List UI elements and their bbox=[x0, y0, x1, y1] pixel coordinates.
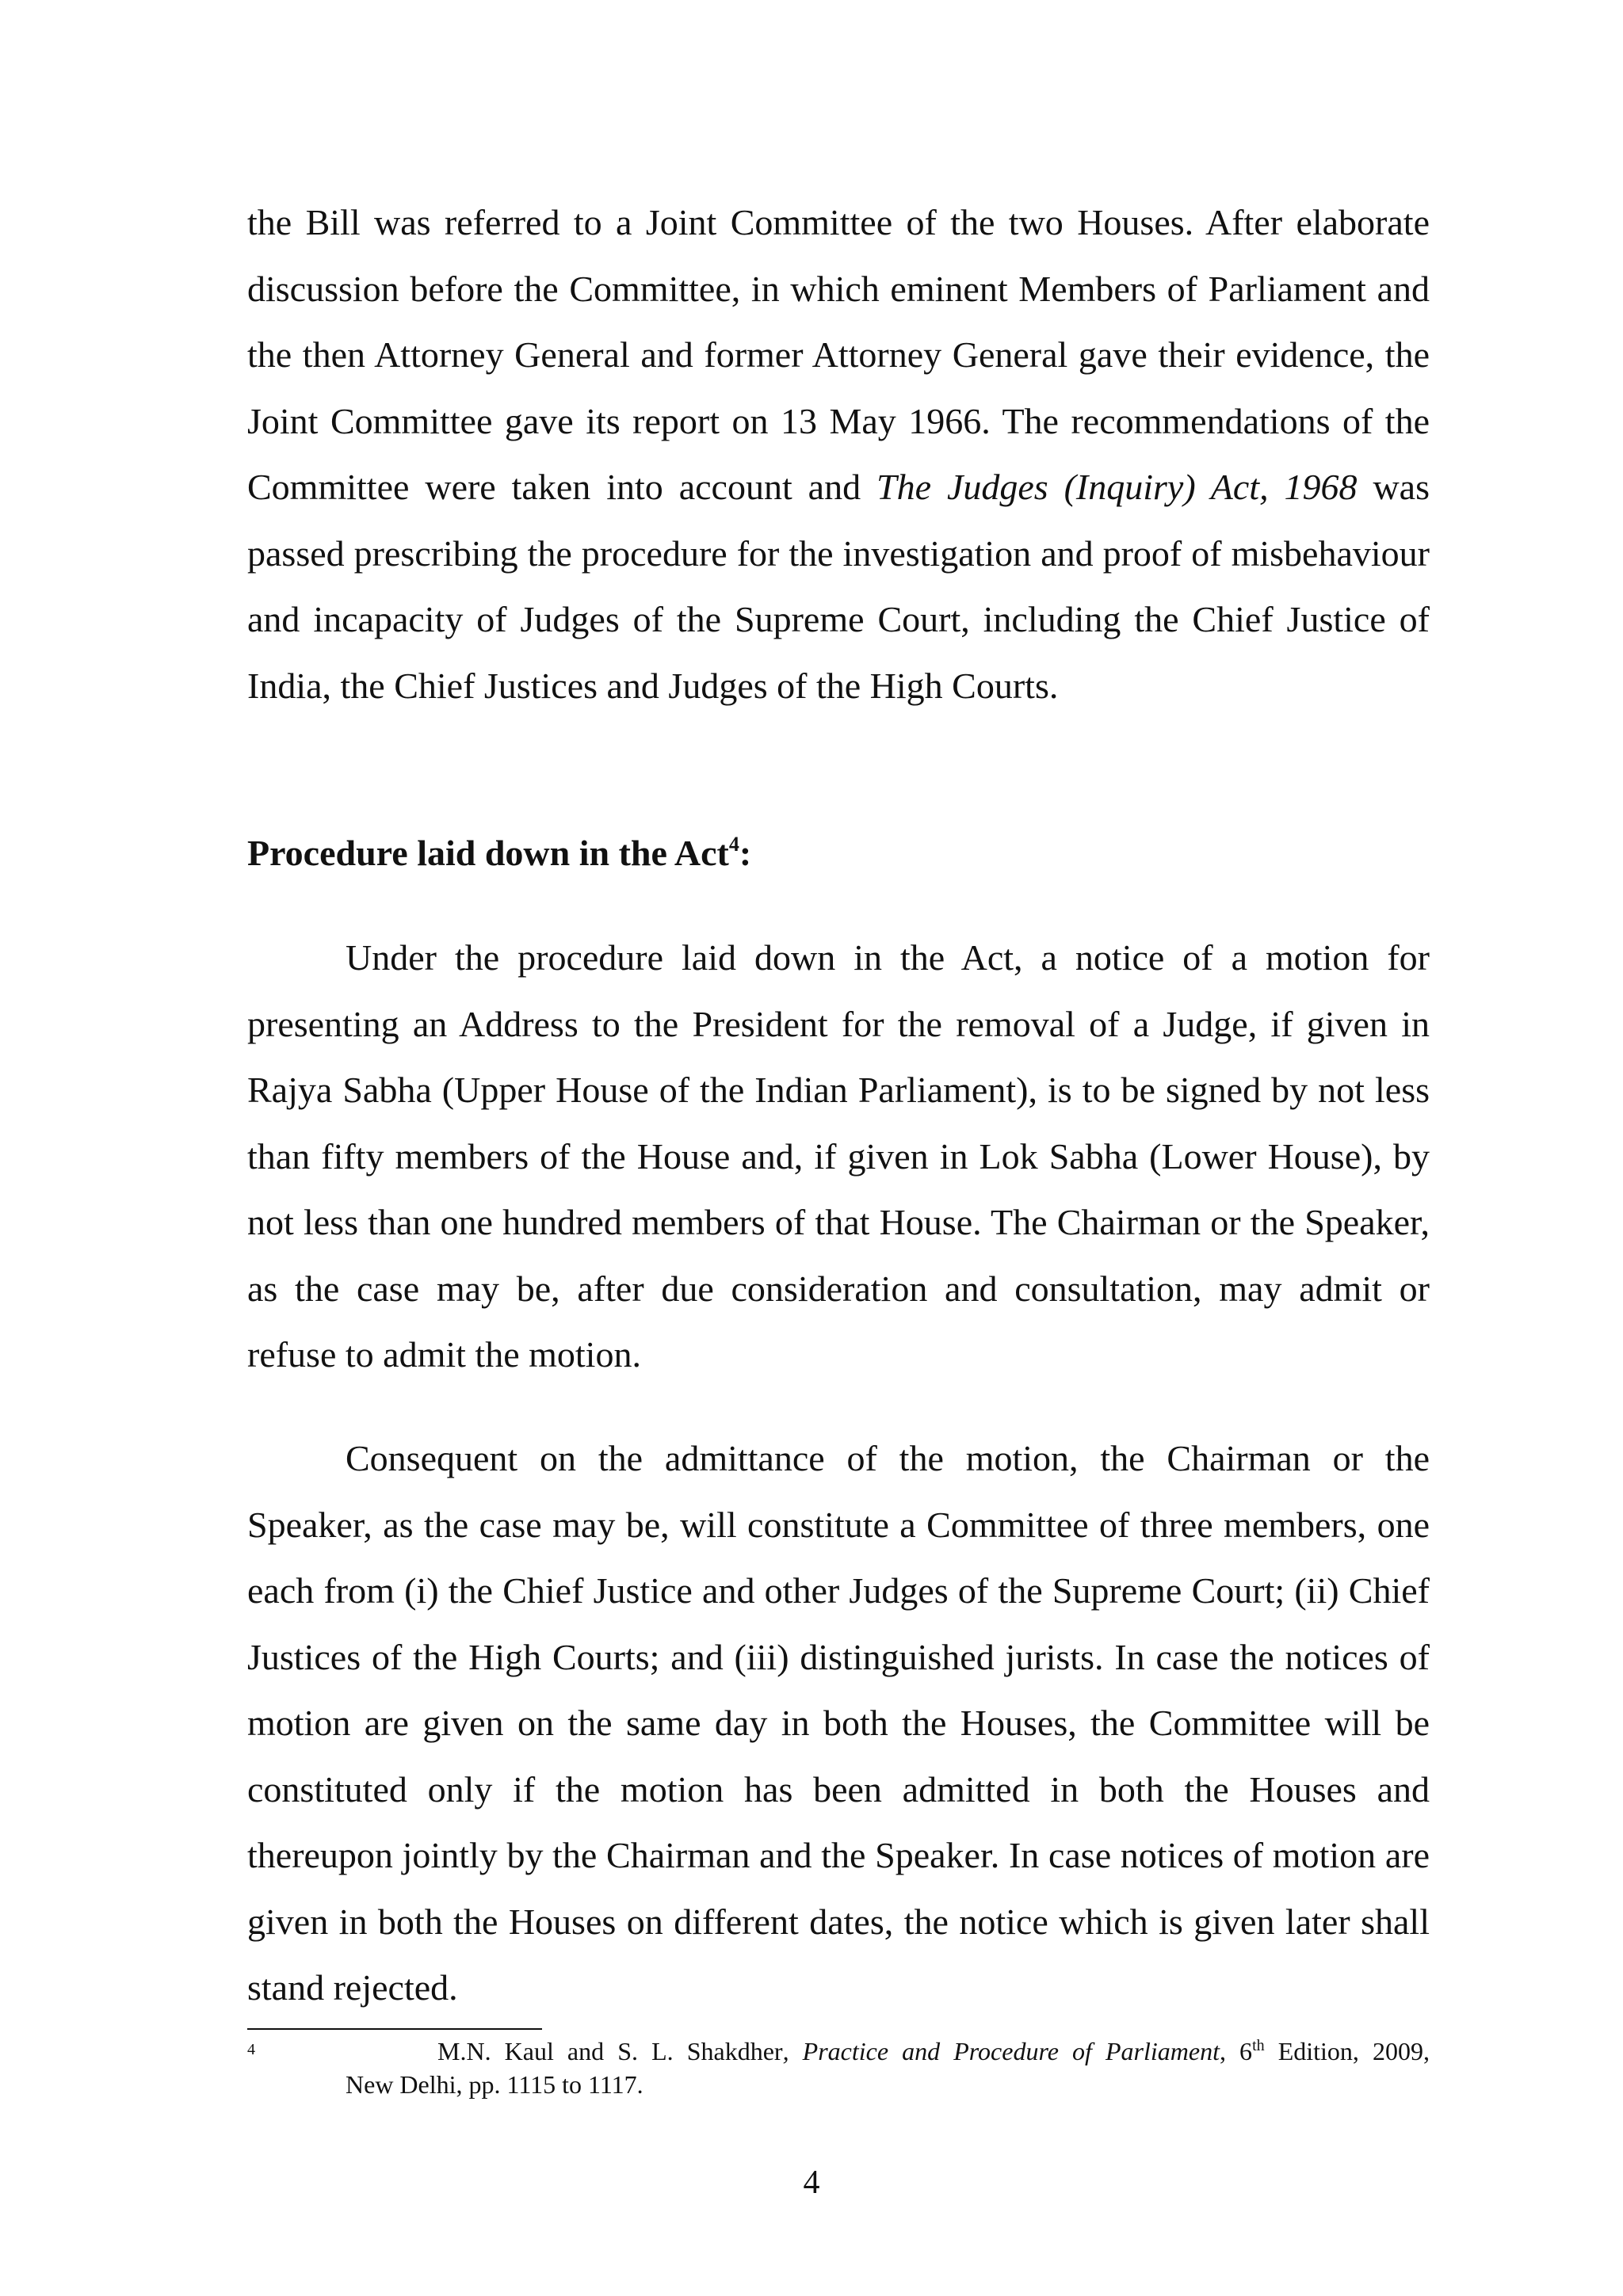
paragraph-text: the Bill was referred to a Joint Committee of the two Houses. After elaborate discussion before the Committee, in which eminent Members of Parliament and the then Attorney General and former Attorney General gave their evidence, the Joint Committee gave its report on 13 May 1966. The recommendations of the Committee were taken into account and bbox=[247, 202, 1430, 507]
paragraph-notice-of-motion: Under the procedure laid down in the Act, a notice of a motion for presenting an Address to the President for the removal of a Judge, if given in Rajya Sabha (Upper House of the Indian Parliament), is to be signed by not less than fifty members of the House and, if given in Lok Sabha (Lower House), by not less than one hundred members of that House. The Chairman or the Speaker, as the case may be, after due consideration and consultation, may admit or refuse to admit the motion. bbox=[247, 937, 1430, 1375]
section-heading bbox=[247, 820, 751, 887]
footnote-line-2: New Delhi, pp. 1115 to 1117. bbox=[346, 2070, 643, 2099]
footnote-edition-sup: th bbox=[1252, 2037, 1265, 2054]
footnote-line-1 bbox=[247, 2035, 1430, 2068]
paragraph-text: was passed prescribing the procedure for the investigation and proof of misbehaviour and incapacity of Judges of the Supreme Court, including the Chief Justice of India, the Chief Justices and Judges of the High Courts. bbox=[247, 467, 1430, 706]
act-title: The Judges (Inquiry) Act, 1968 bbox=[876, 467, 1358, 507]
paragraph-committee-constitution: Consequent on the admittance of the motion, the Chairman or the Speaker, as the case may be, will constitute a Committee of three members, one each from (i) the Chief Justice and other Judges of the Supreme Court; (ii) Chief Justices of the High Courts; and (iii) distinguished jurists. In case the notices of motion are given on the same day in both the Houses, the Committee will be constituted only if the motion has been admitted in both the Houses and thereupon jointly by the Chairman and the Speaker. In case notices of motion are given in both the Houses on different dates, the notice which is given later shall stand rejected. bbox=[247, 1438, 1430, 2008]
footnote-edition-prefix: , 6 bbox=[1219, 2037, 1253, 2065]
paragraph-bill-referral bbox=[247, 189, 1430, 719]
footnote bbox=[247, 2035, 1430, 2101]
footnote-separator bbox=[247, 2028, 542, 2030]
footnote-book-title: Practice and Procedure of Parliament bbox=[789, 2037, 1220, 2065]
page-number: 4 bbox=[803, 2164, 820, 2201]
footnote-marker: 4 bbox=[247, 2041, 255, 2058]
footnote-authors: M.N. Kaul and S. L. Shakdher bbox=[437, 2037, 783, 2065]
footnote-reference: 4 bbox=[728, 833, 739, 856]
footnote-comma: , bbox=[782, 2037, 789, 2065]
heading-text: Procedure laid down in the Act bbox=[247, 833, 729, 873]
footnote-edition-suffix: Edition, 2009, bbox=[1264, 2037, 1430, 2065]
heading-colon: : bbox=[739, 833, 752, 873]
